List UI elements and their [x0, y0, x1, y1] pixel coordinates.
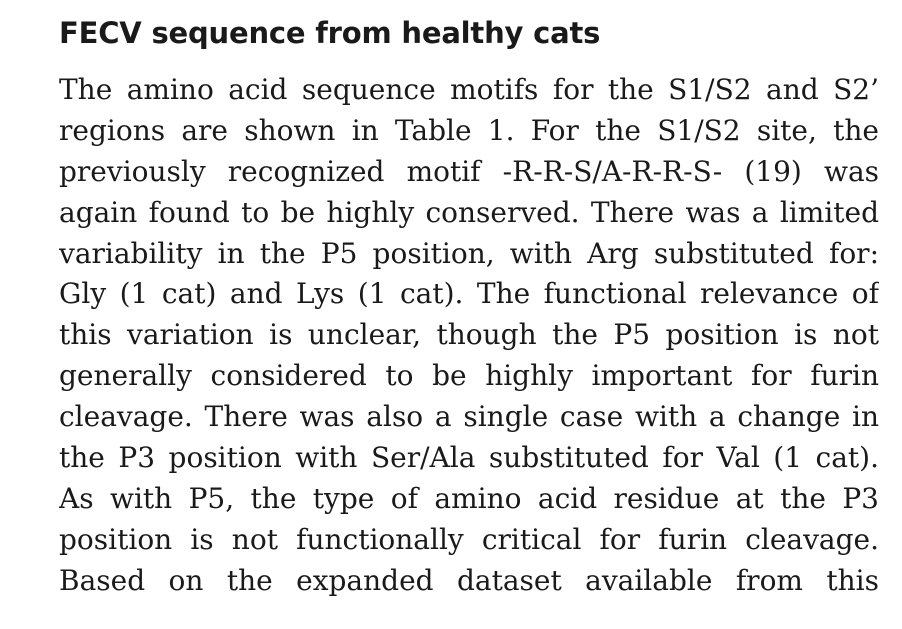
paragraph-line: previously recognized motif -R-R-S/A-R-R-S- (19) was	[59, 154, 879, 188]
paragraph-line: As with P5, the type of amino acid residue at the P3	[59, 481, 879, 515]
paragraph-line: Gly (1 cat) and Lys (1 cat). The functional relevance of	[59, 277, 879, 311]
paragraph-line: variability in the P5 position, with Arg substituted for:	[59, 236, 879, 270]
paragraph-line: The amino acid sequence motifs for the S1/S2 and S2’	[59, 73, 879, 106]
paragraph-line: Based on the expanded dataset available from this	[59, 563, 879, 597]
paragraph-line: generally considered to be highly important for furin	[59, 359, 879, 393]
paragraph-line: the P3 position with Ser/Ala substituted for Val (1 cat).	[59, 441, 879, 475]
paragraph-line: position is not functionally critical for furin cleavage.	[59, 522, 879, 556]
paragraph-line: again found to be highly conserved. There was a limited	[59, 195, 879, 229]
paragraph-line: regions are shown in Table 1. For the S1/S2 site, the	[59, 113, 879, 147]
paragraph-line: cleavage. There was also a single case with a change in	[59, 400, 879, 434]
body-paragraph	[59, 70, 879, 602]
paragraph-line: this variation is unclear, though the P5 position is not	[59, 318, 879, 352]
section-heading: FECV sequence from healthy cats	[59, 16, 601, 50]
